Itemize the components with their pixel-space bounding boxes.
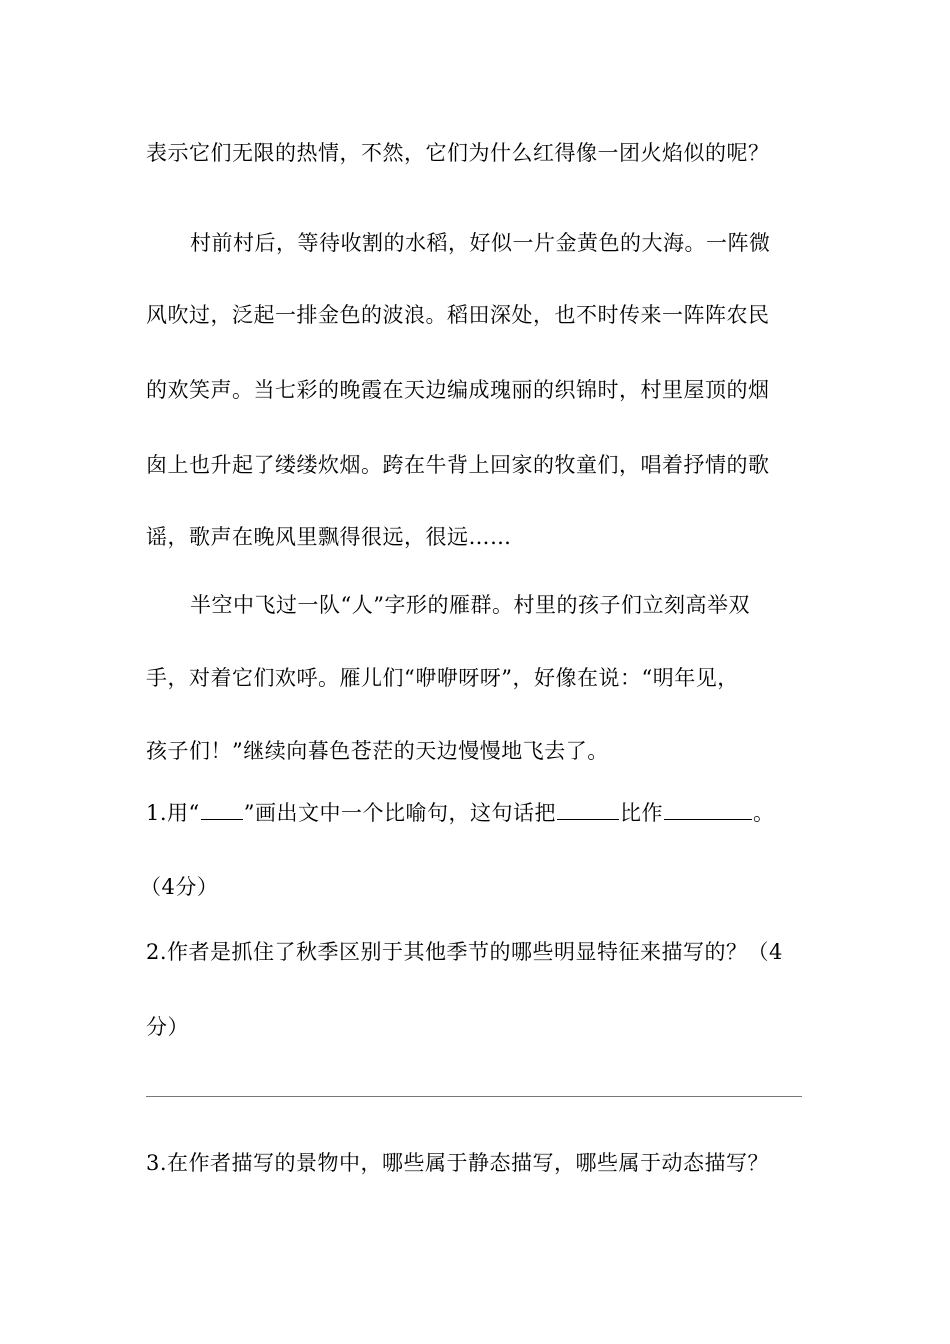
passage-line-3: 风吹过，泛起一排金色的波浪。稻田深处，也不时传来一阵阵农民 (146, 303, 770, 327)
question-2-line-2: 分） (146, 1015, 189, 1039)
passage-line-4: 的欢笑声。当七彩的晚霞在天边编成瑰丽的织锦时，村里屋顶的烟 (146, 378, 770, 402)
question-3-line-1: 3.在作者描写的景物中，哪些属于静态描写，哪些属于动态描写？ (146, 1151, 770, 1175)
question-1-text-c: 比作 (620, 801, 664, 825)
answer-blank-object[interactable] (664, 801, 752, 820)
passage-line-2: 村前村后，等待收割的水稻，好似一片金黄色的大海。一阵微 (190, 231, 771, 255)
answer-blank-subject[interactable] (557, 801, 619, 820)
question-1-text-d: 。 (753, 801, 775, 825)
question-1-text-a: 1.用“ (146, 801, 200, 825)
answer-blank-underline[interactable] (201, 801, 243, 820)
passage-line-6: 谣，歌声在晚风里飘得很远，很远…… (146, 525, 512, 549)
passage-line-5: 囱上也升起了缕缕炊烟。跨在牛背上回家的牧童们，唱着抒情的歌 (146, 453, 770, 477)
passage-line-8: 手，对着它们欢呼。雁儿们“咿咿呀呀”，好像在说：“明年见， (146, 666, 739, 690)
passage-line-1: 表示它们无限的热情，不然，它们为什么红得像一团火焰似的呢？ (146, 141, 770, 165)
passage-line-7: 半空中飞过一队“人”字形的雁群。村里的孩子们立刻高举双 (190, 593, 750, 617)
question-1 (146, 798, 775, 828)
question-1-score: （4分） (140, 875, 219, 899)
question-2-line-1: 2.作者是抓住了秋季区别于其他季节的哪些明显特征来描写的？（4 (146, 940, 783, 964)
answer-line[interactable] (146, 1096, 802, 1097)
passage-line-9: 孩子们！”继续向暮色苍茫的天边慢慢地飞去了。 (146, 739, 609, 763)
question-1-text-b: ”画出文中一个比喻句，这句话把 (243, 801, 557, 825)
